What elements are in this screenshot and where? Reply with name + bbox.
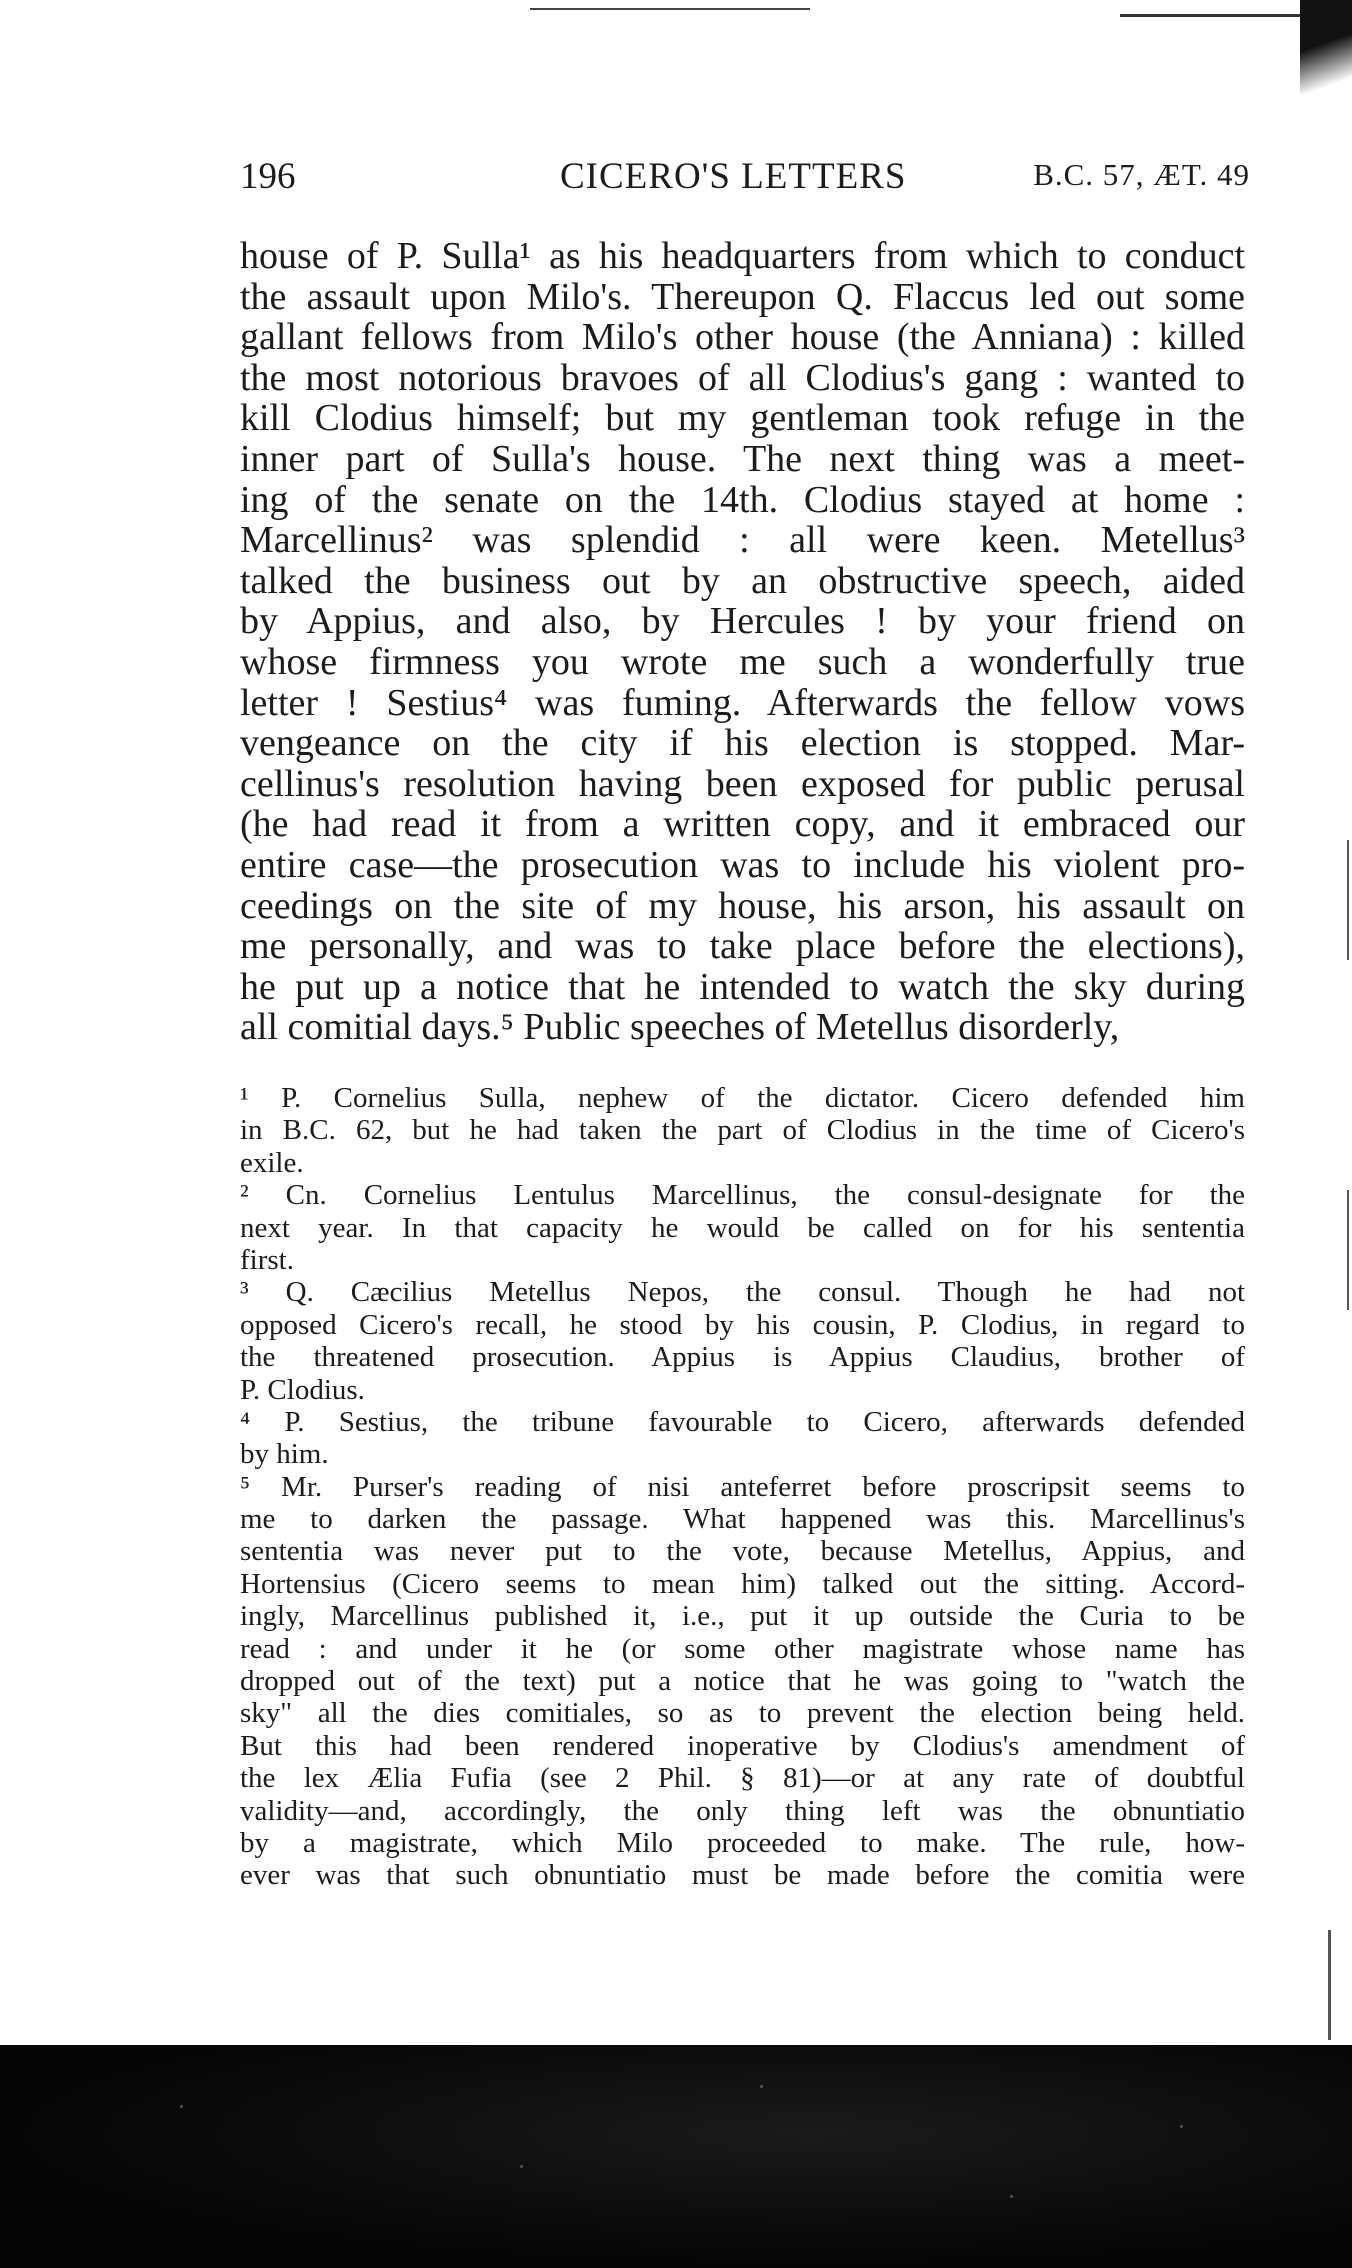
margin-mark [1347, 840, 1349, 960]
text-line: whose firmness you wrote me such a wonderfully true [240, 640, 1245, 683]
text-line: the most notorious bravoes of all Clodius's gang : wanted to [240, 356, 1245, 399]
footnote-line: by a magistrate, which Milo proceeded to make. The rule, how- [240, 1826, 1245, 1859]
footnote-line: P. Clodius. [240, 1373, 365, 1406]
footnote-line: validity—and, accordingly, the only thing left was the obnuntiatio [240, 1794, 1245, 1827]
footnote-line: next year. In that capacity he would be called on for his sententia [240, 1211, 1245, 1244]
scan-dark-edge [0, 2045, 1352, 2268]
text-line: inner part of Sulla's house. The next thing was a meet- [240, 437, 1245, 480]
footnote-line: ⁵ Mr. Purser's reading of nisi anteferret before proscripsit seems to [240, 1470, 1245, 1503]
text-line: ceedings on the site of my house, his arson, his assault on [240, 884, 1245, 927]
text-line: talked the business out by an obstructive speech, aided [240, 559, 1245, 602]
footnote-line: exile. [240, 1146, 304, 1179]
text-line: the assault upon Milo's. Thereupon Q. Flaccus led out some [240, 275, 1245, 318]
page-number: 196 [240, 156, 296, 197]
footnote-line: ³ Q. Cæcilius Metellus Nepos, the consul. Though he had not [240, 1276, 1245, 1309]
header-date: B.C. 57, ÆT. 49 [1033, 157, 1250, 192]
footnote-line: ever was that such obnuntiatio must be made before the comitia were [240, 1859, 1245, 1892]
scan-speck [1010, 2195, 1013, 2198]
footnote-line: dropped out of the text) put a notice that he was going to "watch the [240, 1665, 1245, 1698]
margin-mark [1347, 1190, 1349, 1310]
text-line: entire case—the prosecution was to include his violent pro- [240, 843, 1245, 886]
scan-speck [520, 2165, 523, 2168]
page-header [240, 155, 1250, 205]
footnote-line: first. [240, 1243, 294, 1276]
footnote-line: by him. [240, 1438, 329, 1471]
text-line: Marcellinus² was splendid : all were keen. Metellus³ [240, 519, 1245, 562]
footnote-line: ² Cn. Cornelius Lentulus Marcellinus, the consul-designate for the [240, 1179, 1245, 1212]
margin-mark [1328, 1930, 1331, 2040]
text-line: he put up a notice that he intended to watch the sky during [240, 965, 1245, 1008]
text-line: kill Clodius himself; but my gentleman took refuge in the [240, 397, 1245, 440]
footnote-line: ¹ P. Cornelius Sulla, nephew of the dictator. Cicero defended him [240, 1082, 1245, 1114]
footnote-line: opposed Cicero's recall, he stood by his cousin, P. Clodius, in regard to [240, 1308, 1245, 1341]
footnotes [240, 1082, 1245, 1892]
top-edge-rule [530, 8, 810, 10]
running-title: CICERO'S LETTERS [560, 156, 907, 197]
footnote-line: the lex Ælia Fufia (see 2 Phil. § 81)—or at any rate of doubtful [240, 1762, 1245, 1795]
main-text [240, 236, 1245, 1048]
text-line: house of P. Sulla¹ as his headquarters from which to conduct [240, 235, 1245, 277]
text-line: (he had read it from a written copy, and it embraced our [240, 803, 1245, 846]
text-line: gallant fellows from Milo's other house (the Anniana) : killed [240, 316, 1245, 359]
text-line: me personally, and was to take place before the elections), [240, 925, 1245, 968]
footnote-line: ingly, Marcellinus published it, i.e., put it up outside the Curia to be [240, 1600, 1245, 1633]
text-line: ing of the senate on the 14th. Clodius stayed at home : [240, 478, 1245, 521]
top-edge-rule-right [1120, 14, 1320, 17]
text-line: letter ! Sestius⁴ was fuming. Afterwards the fellow vows [240, 681, 1245, 724]
footnote-line: the threatened prosecution. Appius is Appius Claudius, brother of [240, 1341, 1245, 1374]
text-line: vengeance on the city if his election is stopped. Mar- [240, 722, 1245, 765]
footnote-line: me to darken the passage. What happened was this. Marcellinus's [240, 1503, 1245, 1536]
footnote-line: ⁴ P. Sestius, the tribune favourable to Cicero, afterwards defended [240, 1405, 1245, 1438]
scan-speck [180, 2105, 183, 2108]
footnote-line: read : and under it he (or some other magistrate whose name has [240, 1632, 1245, 1665]
scan-speck [760, 2085, 763, 2088]
text-line: cellinus's resolution having been exposed for public perusal [240, 762, 1245, 805]
text-line: by Appius, and also, by Hercules ! by your friend on [240, 600, 1245, 643]
text-line: all comitial days.⁵ Public speeches of Metellus disorderly, [240, 1006, 1120, 1049]
footnote-line: sententia was never put to the vote, because Metellus, Appius, and [240, 1535, 1245, 1568]
footnote-line: But this had been rendered inoperative by Clodius's amendment of [240, 1729, 1245, 1762]
corner-scan-shadow [1300, 0, 1352, 110]
scan-speck [1180, 2125, 1183, 2128]
footnote-line: sky" all the dies comitiales, so as to prevent the election being held. [240, 1697, 1245, 1730]
footnote-line: in B.C. 62, but he had taken the part of Clodius in the time of Cicero's [240, 1114, 1245, 1147]
footnote-line: Hortensius (Cicero seems to mean him) talked out the sitting. Accord- [240, 1567, 1245, 1600]
